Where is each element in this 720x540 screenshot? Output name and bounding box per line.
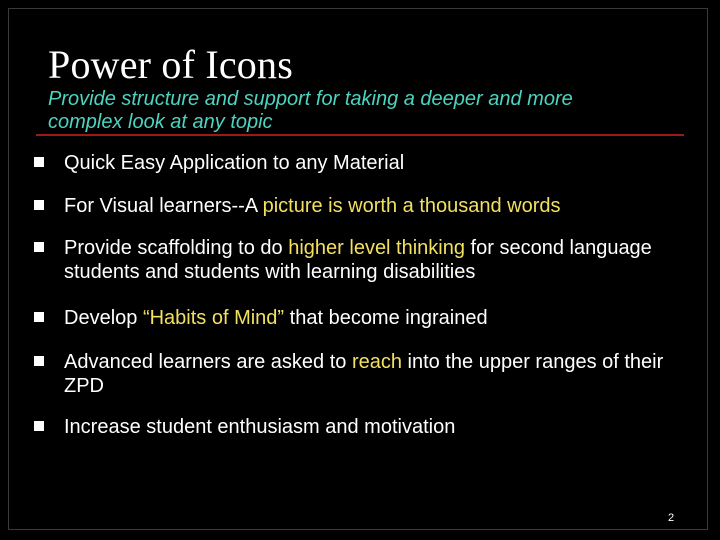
- highlight-text: higher level thinking: [288, 237, 465, 259]
- highlight-text: picture is worth a thousand words: [262, 195, 561, 217]
- bullet-item-2: For Visual learners--A picture is worth a thousand words: [64, 195, 561, 217]
- highlight-text: “Habits of Mind”: [142, 307, 285, 329]
- square-bullet-icon: [34, 200, 44, 210]
- slide-subtitle: Provide structure and support for taking a deeper and more complex look at any topic: [48, 88, 573, 133]
- bullet-item-6: Increase student enthusiasm and motivation: [64, 416, 456, 438]
- bullet-item-3: Provide scaffolding to do higher level thinking for second language students and students with learning disabilities: [64, 237, 652, 283]
- square-bullet-icon: [34, 312, 44, 322]
- bullet-item-1: Quick Easy Application to any Material: [64, 152, 405, 174]
- highlight-text: reach: [351, 351, 402, 373]
- slide-title: Power of Icons: [48, 42, 293, 87]
- square-bullet-icon: [34, 421, 44, 431]
- square-bullet-icon: [34, 356, 44, 366]
- bullet-item-4: Develop “Habits of Mind” that become ingrained: [64, 307, 488, 329]
- title-divider: [36, 134, 684, 136]
- square-bullet-icon: [34, 242, 44, 252]
- page-number: 2: [668, 512, 675, 524]
- square-bullet-icon: [34, 157, 44, 167]
- bullet-item-5: Advanced learners are asked to reach into the upper ranges of their ZPD: [64, 351, 664, 397]
